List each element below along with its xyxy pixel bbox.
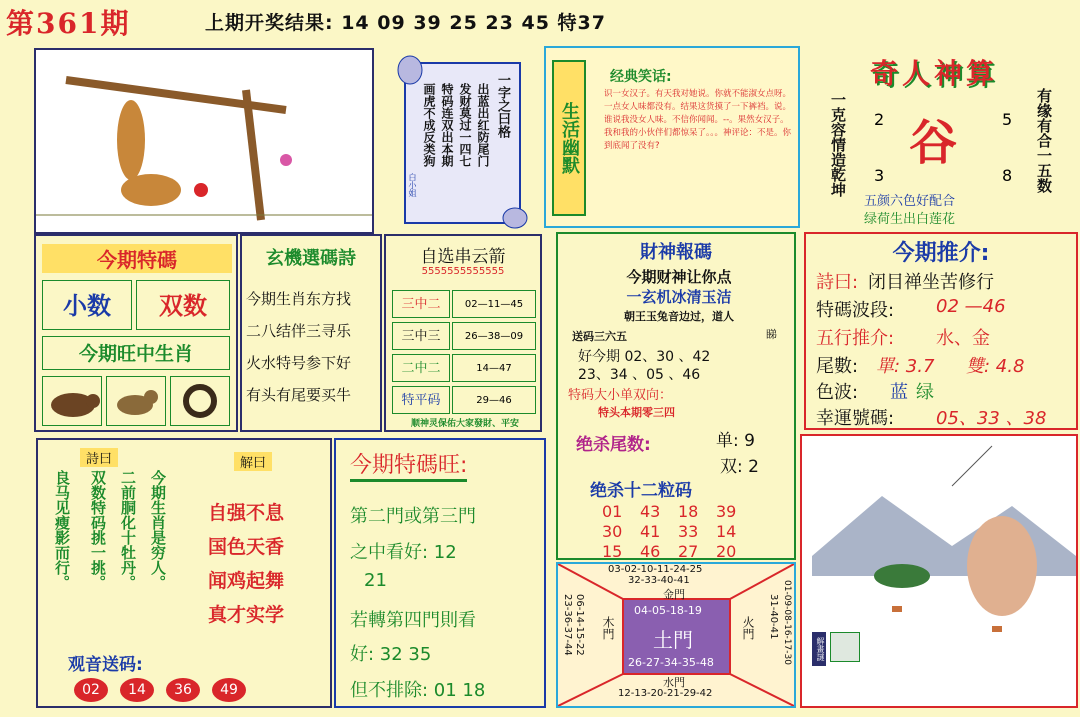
qiren-title: 奇人神算 <box>869 57 998 90</box>
gates-panel <box>556 562 796 708</box>
kill-number: 18 <box>678 502 699 521</box>
caishen-line-8: 特头本期零三四 <box>598 406 675 419</box>
number-ball: 02 <box>74 678 108 702</box>
qiren-panel <box>804 46 1060 228</box>
number-ball: 36 <box>166 678 200 702</box>
gate-right-nums-1: 01-09-08-16-17-30 <box>782 580 792 665</box>
joke-body: 识一女汉子。有天我对她说。你就不能淑女点呀。一点女人味都没有。结果这货摸了一下裤裆。说。谁说我没女人味。不信你闻闻。--。果然女汉子。我和我的小伙伴们都惊呆了。。。神评论：不是。你到底闻了没有? <box>604 89 792 151</box>
joke-panel <box>544 46 800 228</box>
tuijie-tail-label: 尾數: <box>816 356 859 377</box>
poem-jie-4: 真才实学 <box>208 604 285 626</box>
gate-left-nums-2: 23-36-37-44 <box>562 594 573 656</box>
zixuan-value-3: 14—47 <box>452 354 536 382</box>
number-ball: 14 <box>120 678 154 702</box>
issue-number: 第361期 <box>6 7 131 40</box>
squirrel-drawing <box>36 50 372 232</box>
kill-number: 33 <box>678 522 699 541</box>
dog-image <box>106 376 166 426</box>
tuijie-color-2: 绿 <box>916 382 934 403</box>
wang-line-5: 好: 32 35 <box>350 644 432 665</box>
caishen-line-4: 送码三六五 <box>572 330 627 343</box>
poem-jie-1: 自强不息 <box>208 502 285 524</box>
wang-line-4: 若轉第四門則看 <box>350 610 476 631</box>
scroll-col-2: 出蓝出红防尾门 <box>476 83 490 167</box>
gate-bot-nums: 12-13-20-21-29-42 <box>618 688 713 699</box>
kill-number: 46 <box>640 542 661 561</box>
zixuan-label-2: 三中三 <box>392 322 450 350</box>
frog-badge: 解畫謎 <box>812 632 826 666</box>
zixuan-label-4: 特平码 <box>392 386 450 414</box>
qiren-num-br: 8 <box>1002 166 1013 185</box>
kill-tail-label: 绝杀尾数: <box>576 435 651 455</box>
tuijie-poem: 闭目禅坐苦修行 <box>868 272 994 293</box>
tuijie-wuxing-label: 五行推介: <box>816 328 895 349</box>
scroll-col-4: 特码连双出本期 <box>440 83 454 167</box>
xuanji-line-3: 火水特号参下好 <box>246 354 352 372</box>
zixuan-title: 自选串云箭 <box>420 247 506 267</box>
zixuan-value-2: 26—38—09 <box>452 322 536 350</box>
qiren-num-bl: 3 <box>874 166 885 185</box>
joke-side-label: 生活幽默 <box>552 60 586 216</box>
caishen-line-7: 特码大小单双向： <box>568 388 673 403</box>
number-ball: 49 <box>212 678 246 702</box>
qiren-num-tl: 2 <box>874 110 885 129</box>
scroll-col-1: 一字之曰格 <box>495 73 510 138</box>
pencil-icon <box>830 632 860 662</box>
tema-double: 双数 <box>136 280 230 330</box>
wang-line-2: 之中看好: 12 <box>350 542 457 563</box>
scroll-panel <box>380 48 540 230</box>
wang-line-3: 21 <box>364 570 387 591</box>
caishen-line-3: 朝王玉兔音边过，道人 <box>624 310 734 323</box>
gate-left-nums-1: 06-14-15-22 <box>574 594 585 656</box>
wang-line-6: 但不排除: 01 18 <box>350 680 486 701</box>
caishen-line-4b: 睇 <box>766 328 777 341</box>
poem-col-2: 二前胴化十牡丹。 <box>119 470 137 590</box>
wang-line-1: 第二門或第三門 <box>350 506 476 527</box>
boar-image <box>42 376 102 426</box>
tema-panel <box>34 234 238 432</box>
qiren-line-1: 五颜六色好配合 <box>864 194 956 209</box>
poem-col-1: 今期生肖是穷人。 <box>149 470 167 590</box>
tuijie-lucky: 05、33 、38 <box>936 408 1047 429</box>
caishen-title: 財神報碼 <box>640 242 712 263</box>
gate-shui: 水門 <box>663 676 685 689</box>
poem-panel <box>36 438 332 708</box>
poem-jie-3: 闻鸡起舞 <box>208 570 285 592</box>
gate-top-nums-2: 32-33-40-41 <box>628 575 690 586</box>
tuijie-lucky-label: 幸運號碼: <box>816 408 895 429</box>
kill-tail-single: 单: 9 <box>716 431 755 451</box>
poem-shi-label: 詩曰 <box>80 448 118 467</box>
qiren-right: 有缘有合一五数 <box>1035 88 1053 193</box>
zixuan-label-3: 二中二 <box>392 354 450 382</box>
poem-col-4: 良马见瘦影而行。 <box>53 470 71 590</box>
kill-number: 15 <box>602 542 623 561</box>
zixuan-label-1: 三中二 <box>392 290 450 318</box>
scroll-col-5: 画虎不成反类狗 <box>422 83 436 167</box>
gate-huo: 火門 <box>741 616 755 640</box>
previous-result: 上期开奖结果: 14 09 39 25 23 45 特37 <box>205 12 606 34</box>
poem-jie-2: 国色天香 <box>208 536 285 558</box>
qiren-num-tr: 5 <box>1002 110 1013 129</box>
tuijie-wuxing: 水、金 <box>936 328 990 349</box>
kill-number: 20 <box>716 542 737 561</box>
xuanji-line-2: 二八结伴三寻乐 <box>246 322 352 340</box>
gate-top-nums-1: 03-02-10-11-24-25 <box>608 564 703 575</box>
xuanji-panel <box>240 234 382 432</box>
tuijie-panel <box>804 232 1078 430</box>
gate-mu: 木門 <box>601 616 615 640</box>
tuijie-poem-label: 詩曰: <box>816 272 859 293</box>
poem-jie-label: 解曰 <box>234 452 272 471</box>
tuijie-tail-double: 雙: 4.8 <box>966 356 1025 377</box>
qiren-left: 一克容情造乾坤 <box>829 92 847 197</box>
qiren-center-char: 谷 <box>909 115 958 171</box>
kill-number: 27 <box>678 542 699 561</box>
kill-number-grid <box>602 502 762 562</box>
xuanji-line-1: 今期生肖东方找 <box>246 290 352 308</box>
caishen-line-1: 今期财神让你点 <box>626 268 732 286</box>
gate-center-top: 04-05-18-19 <box>634 604 702 617</box>
kill-number: 01 <box>602 502 623 521</box>
caishen-line-6: 23、34 、05 、46 <box>578 367 701 383</box>
zixuan-panel <box>384 234 542 432</box>
kill-number: 14 <box>716 522 737 541</box>
kill-number: 39 <box>716 502 737 521</box>
kill-number: 41 <box>640 522 661 541</box>
zixuan-value-4: 29—46 <box>452 386 536 414</box>
snake-image <box>170 376 230 426</box>
wang-panel <box>334 438 546 708</box>
squirrel-illustration <box>34 48 374 234</box>
wang-title: 今期特碼旺: <box>350 448 467 482</box>
qiren-line-2: 绿荷生出白莲花 <box>864 212 956 227</box>
caishen-line-5: 好今期 02、30 、42 <box>578 349 711 365</box>
caishen-line-2: 一玄机冰清玉洁 <box>626 288 732 306</box>
zixuan-footer: 顺神灵保佑大家發財、平安 <box>410 419 519 429</box>
kill-number: 43 <box>640 502 661 521</box>
frog-drawing <box>802 436 1076 706</box>
tuijie-wave: 02 —46 <box>936 296 1006 317</box>
scroll-col-3: 发财莫过一四七 <box>458 83 472 167</box>
kill-tail-double: 双: 2 <box>720 457 759 477</box>
gate-center-bot: 26-27-34-35-48 <box>628 656 714 669</box>
poem-col-3: 双数特码挑一挑。 <box>89 470 107 590</box>
kill-number: 30 <box>602 522 623 541</box>
kill-twelve-title: 绝杀十二粒码 <box>590 481 692 501</box>
tuijie-color-label: 色波: <box>816 382 859 403</box>
caishen-panel <box>556 232 796 560</box>
tuijie-tail-single: 單: 3.7 <box>876 356 935 377</box>
tuijie-wave-label: 特碼波段: <box>816 300 895 321</box>
gate-tu: 土門 <box>653 628 693 652</box>
tuijie-color-1: 蓝 <box>890 382 908 403</box>
zixuan-sub: 5555555555555 <box>421 266 505 277</box>
guanyin-balls <box>74 678 324 702</box>
tuijie-title: 今期推介: <box>892 241 990 266</box>
scroll-tag: 白小姐 <box>408 173 417 197</box>
xuanji-title: 玄機選碼詩 <box>266 248 356 269</box>
joke-title: 经典笑话: <box>610 69 672 85</box>
xuanji-line-4: 有头有尾要买牛 <box>246 386 352 404</box>
gate-right-nums-2: 31-40-41 <box>768 594 779 640</box>
tema-zodiac: 今期旺中生肖 <box>42 336 230 370</box>
gate-jin: 金門 <box>663 588 685 601</box>
guanyin-label: 观音送码: <box>68 655 143 675</box>
tema-small: 小数 <box>42 280 132 330</box>
tema-title: 今期特碼 <box>42 244 232 273</box>
zixuan-value-1: 02—11—45 <box>452 290 536 318</box>
frog-illustration <box>800 434 1078 708</box>
